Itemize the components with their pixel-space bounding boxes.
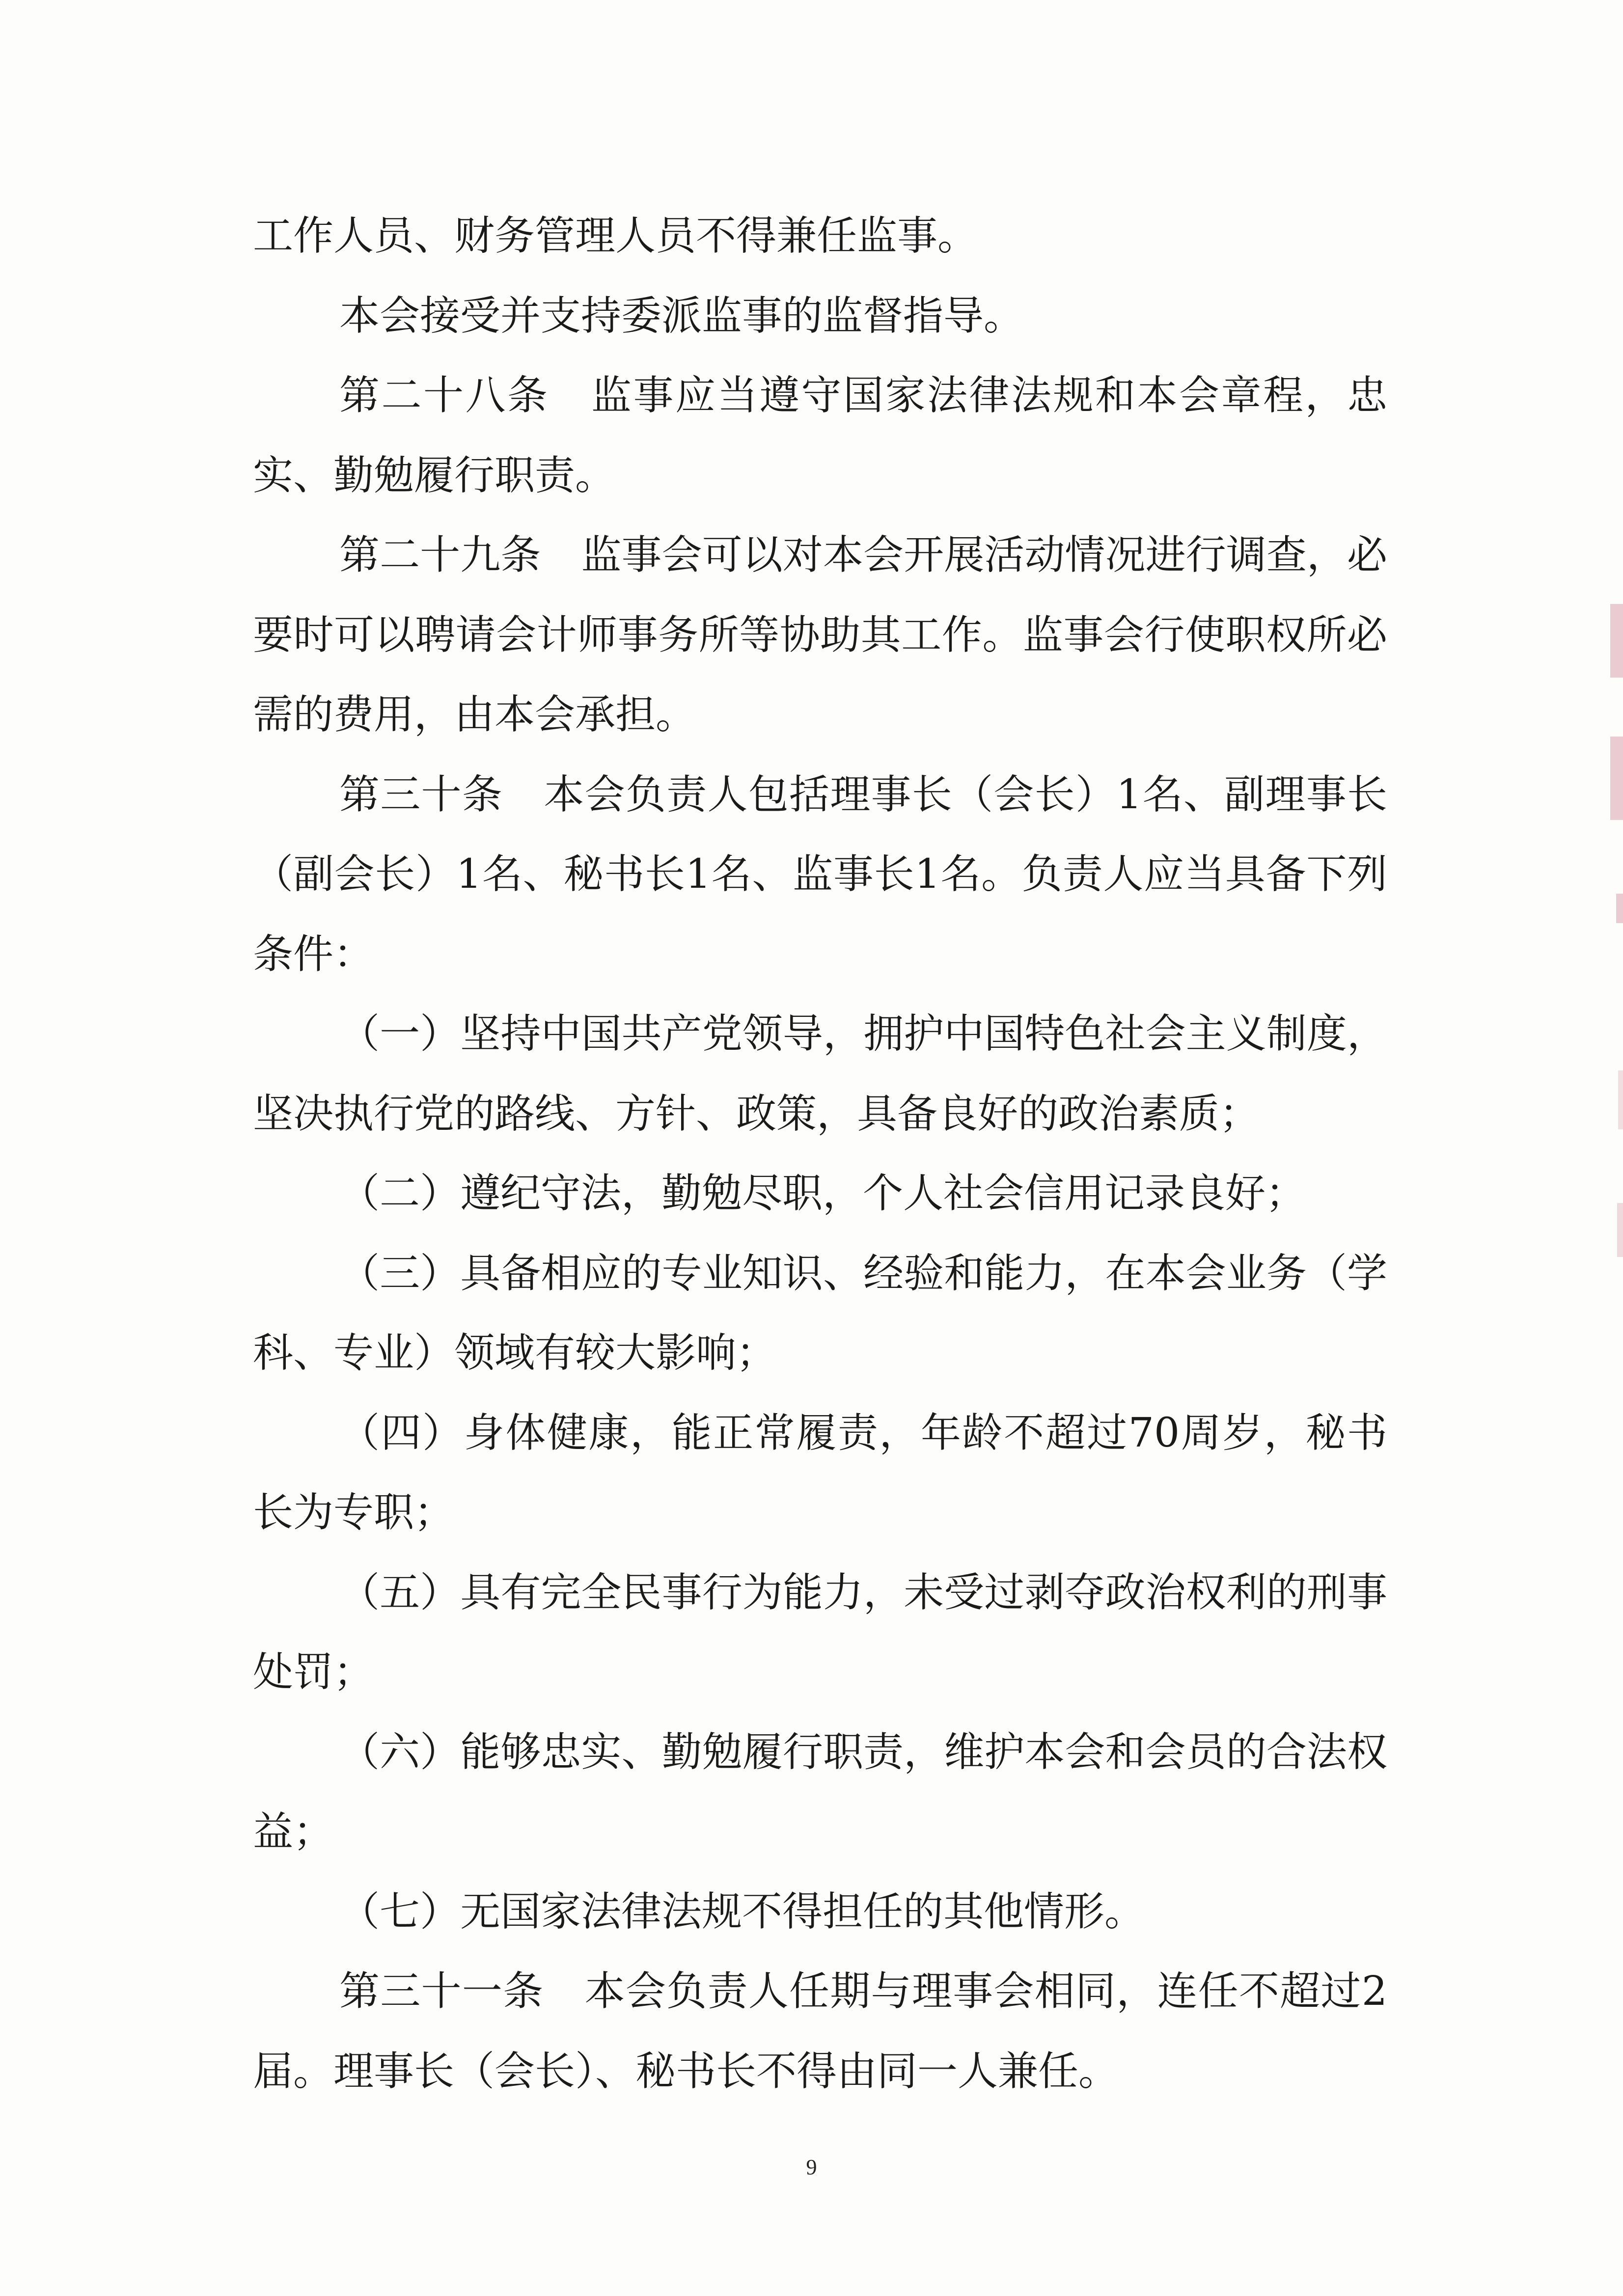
- seal-fragment-mark: [1616, 894, 1623, 923]
- page-number: 9: [806, 2155, 817, 2179]
- condition-item-6: （六）能够忠实、勤勉履行职责，维护本会和会员的合法权益；: [253, 1728, 1387, 1855]
- condition-item-1: （一）坚持中国共产党领导，拥护中国特色社会主义制度，坚决执行党的路线、方针、政策，具备良好的政治素质；: [253, 1011, 1387, 1137]
- condition-item-4: （四）身体健康，能正常履责，年龄不超过70周岁，秘书长为专职；: [253, 1409, 1387, 1536]
- article-31: 第三十一条 本会负责人任期与理事会相同，连任不超过2届。理事长（会长）、秘书长不得由同一人兼任。: [253, 1968, 1387, 2095]
- seal-fragment-mark: [1617, 1203, 1623, 1257]
- paragraph: 本会接受并支持委派监事的监督指导。: [339, 292, 1024, 339]
- seal-fragment-mark: [1618, 1070, 1623, 1129]
- condition-item-3: （三）具备相应的专业知识、经验和能力，在本会业务（学科、专业）领域有较大影响；: [253, 1250, 1387, 1376]
- condition-item-2: （二）遵纪守法，勤勉尽职，个人社会信用记录良好；: [339, 1170, 1306, 1217]
- condition-item-7: （七）无国家法律法规不得担任的其他情形。: [339, 1888, 1145, 1935]
- condition-item-5: （五）具有完全民事行为能力，未受过剥夺政治权利的刑事处罚；: [253, 1569, 1387, 1695]
- seal-fragment-mark: [1610, 737, 1623, 820]
- seal-fragment-mark: [1610, 604, 1623, 678]
- article-28: 第二十八条 监事应当遵守国家法律法规和本会章程，忠实、勤勉履行职责。: [253, 372, 1387, 499]
- article-30: 第三十条 本会负责人包括理事长（会长）1名、副理事长（副会长）1名、秘书长1名、监事长1名。负责人应当具备下列条件：: [253, 771, 1387, 978]
- article-29: 第二十九条 监事会可以对本会开展活动情况进行调查，必要时可以聘请会计师事务所等协助其工作。监事会行使职权所必需的费用，由本会承担。: [253, 532, 1387, 738]
- document-body: [253, 196, 1387, 2111]
- paragraph-continuation: 工作人员、财务管理人员不得兼任监事。: [253, 213, 978, 259]
